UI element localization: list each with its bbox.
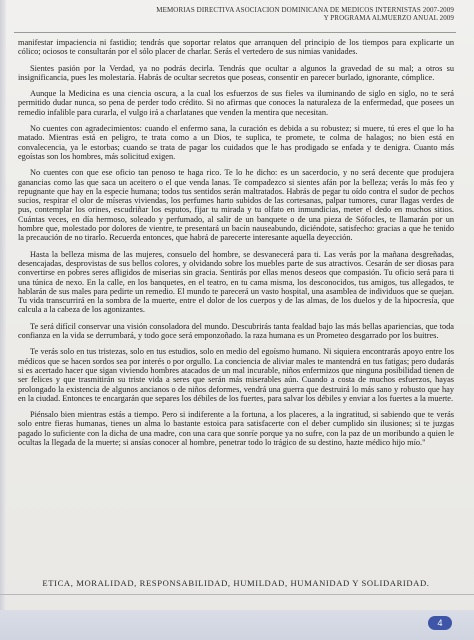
paragraph-2: Sientes pasión por la Verdad, ya no podrás decirla. Tendrás que ocultar a algunos la gravedad de su mal; a otros su insignificancia, pues les molestaría. Habrás de ocultar secretos que poseas, consentir en parecer burlado, ignorante, cómplice.	[18, 63, 454, 82]
running-header	[156, 6, 454, 22]
paragraph-6: Hasta la belleza misma de las mujeres, consuelo del hombre, se desvanecerá para ti. Las verás por la mañana desgreñadas, desencajadas, desprovistas de sus bellos colores, y olvidando sobre los muebles parte de sus atractivos. Cesarán de ser diosas para convertirse en pobres seres afligidos de miserias sin gracia. Sentirás por ellas menos deseos que compasión. Tu oficio será para ti una túnica de nexo. En la calle, en los banquetes, en el teatro, en tu cama misma, los desconocidos, tus amigos, tus allegados, te hablarán de sus males para pedirte un remedio. El mundo te parecerá un vasto hospital, una asamblea de individuos que se quejan. Tu vida transcurrirá en la sombra de la muerte, entre el dolor de los cuerpos y de las almas, de los duelos y de la hipocresía, que calcula a la cabeza de los agonizantes.	[18, 249, 454, 315]
paragraph-5: No cuentes con que ese oficio tan penoso te haga rico. Te lo he dicho: es un sacerdocio, y no será decente que produjera ganancias como las que saca un aceitero o el que venda lanas. Te compadezco si sientes afán por la belleza; verás lo más feo y repugnante que hay en la especie humana; todos tus sentidos serán maltratados. Habrás de pegar tu oído contra el sudor de pechos sucios, respirar el olor de míseras viviendas, los perfumes harto subidos de las cortesanas, palpar tumores, curar llagas verdes de pus, contemplar los orines, escudriñar los esputos, fijar tu mirada y tu olfato en inmundicias, meter el dedo en muchos sitios. Cuántas veces, en día hermoso, soleado y perfumado, al salir de un banquete o de una pieza de Sófocles, te llamarán por un hombre que, molestado por dolores de vientre, te presentará un bacín nauseabundo, diciéndote, satisfecho: gracias a que he tenido la precaución de no tirarlo. Recuerda entonces, que habrá de parecerte interesante aquella deyección.	[18, 168, 454, 243]
footer-divider	[0, 594, 474, 595]
page-edge-shadow	[0, 0, 6, 640]
footer-band	[0, 610, 474, 640]
header-divider	[14, 32, 456, 33]
header-line-1: MEMORIAS DIRECTIVA ASOCIACION DOMINICANA DE MEDICOS INTERNISTAS 2007-2009	[156, 6, 454, 14]
page-number-badge: 4	[428, 616, 452, 630]
paragraph-8: Te verás solo en tus tristezas, solo en tus estudios, solo en medio del egoísmo humano. Ni siquiera encontrarás apoyo entre los médicos que se hacen sordos sea por interés o por orgullo. La conciencia de aliviar males te mantendrá en tus fatigas; pero dudarás si es acertado hacer que sigan viviendo hombres atacados de un mal incurable, niños enfermizos que ninguna posibilidad tienen de ser felices y que trasmitirán su triste vida a seres que serán más miserables aún. Cuando a costa de muchos esfuerzos, hayas prolongado la existencia de algunos ancianos o de niños deformes, vendrá una guerra que destruirá lo más sano y robusto que hay en la ciudad. Entonces te encargarán que separes los débiles de los fuertes, para salvar los débiles y enviar a los fuertes a la muerte.	[18, 347, 454, 403]
paragraph-1: manifestar impaciencia ni fastidio; tendrás que soportar relatos que arranquen del principio de los tiempos para explicarte un cólico; ociosos te consultarán por el sólo placer de charlar. Serás el vertedero de sus nimias vanidades.	[18, 38, 454, 57]
paragraph-9: Piénsalo bien mientras estás a tiempo. Pero si indiferente a la fortuna, a los placeres, a la ingratitud, si sabiendo que te verás solo entre fieras humanas, tienes un alma lo bastante estoica para satisfacerte con el deber cumplido sin ilusiones; si te juzgas pagado lo suficiente con la dicha de una madre, con una cara que sonríe porque ya no sufre, con la paz de un moribundo a quien le ocultas la llegada de la muerte; si ansías conocer al hombre, penetrar todo lo trágico de su destino, hazte médico hijo mío."	[18, 410, 454, 447]
paragraph-3: Aunque la Medicina es una ciencia oscura, a la cual los esfuerzos de sus fieles va iluminando de siglo en siglo, no te será permitido dudar nunca, so pena de perder todo crédito. Si no afirmas que conoces la naturaleza de la enfermedad, que posees un remedio infalible para curarla, el vulgo irá a charlatanes que venden la mentira que necesitan.	[18, 89, 454, 117]
paragraph-7: Te será difícil conservar una visión consoladora del mundo. Descubrirás tanta fealdad bajo las más bellas apariencias, que toda confianza en la vida se derrumbará, y todo goce será emponzoñado. la raza humana es un Prometeo desgarrado por los buitres.	[18, 321, 454, 341]
paragraph-4: No cuentes con agradecimientos: cuando el enfermo sana, la curación es debida a su robustez; si muere, tú eres el que lo ha matado. Mientras está en peligro, te trata como a un Dios, te suplica, te promete, te colma de halagos; no bien está en convalecencia, ya le estorbas; cuando se trata de pagar los cuidados que le has prodigado se enfada y te denigra. Cuanto más egoístas son los hombres, más solicitud exigen.	[18, 124, 454, 161]
header-line-2: Y PROGRAMA ALMUERZO ANUAL 2009	[323, 14, 454, 22]
body-text	[18, 38, 454, 454]
values-statement: ETICA, MORALIDAD, RESPONSABILIDAD, HUMILDAD, HUMANIDAD Y SOLIDARIDAD.	[42, 578, 430, 588]
